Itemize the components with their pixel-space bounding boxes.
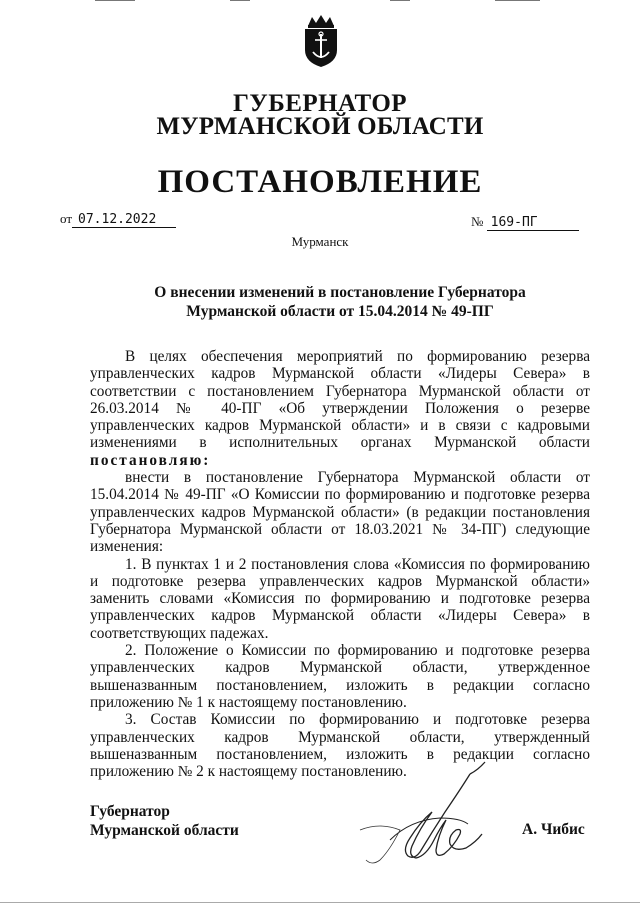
document-subject [0, 283, 640, 321]
date-field [60, 211, 176, 228]
authority-title-line1: ГУБЕРНАТОР [232, 90, 408, 117]
scan-mark-bottom [0, 902, 640, 903]
document-type-title: ПОСТАНОВЛЕНИЕ [157, 164, 483, 200]
signatory-position [90, 802, 239, 840]
paragraph-intro: внести в постановление Губернатора Мурманской области от 15.04.2014 № 49-ПГ «О Комиссии по формированию и подготовке резерва управленческих кадров Мурманской области» (в редакции постановления Губернатора Мурманской области от 18.03.2021 № 34-ПГ) следующие изменения: [90, 469, 590, 556]
handwritten-signature [350, 760, 490, 870]
document-body [90, 348, 590, 780]
date-prefix: от [60, 211, 73, 226]
preamble-text: В целях обеспечения мероприятий по формированию резерва управленческих кадров Мурманской области «Лидеры Севера» в соответствии с постановлением Губернатора Мурманской области от 26.03.2014 № 40-ПГ «Об утверждении Положения о резерве управленческих кадров Мурманской области» и в связи с кадровыми изменениями в исполнительных органах Мурманской области [90, 348, 590, 452]
city-name: Мурманск [291, 234, 349, 249]
position-line1: Губернатор [90, 803, 170, 820]
paragraph-item-2: 2. Положение о Комиссии по формированию и подготовке резерва управленческих кадров Мурманской области, утвержденное вышеназванным постановлением, изложить в редакции согласно приложению № 1 к настоящему постановлению. [90, 642, 590, 711]
paragraph-item-3: 3. Состав Комиссии по формированию и подготовке резерва управленческих кадров Мурманской области, утвержденный вышеназванным постановлением, изложить в редакции согласно приложению № 2 к настоящему постановлению. [90, 711, 590, 781]
scan-mark-top [390, 0, 410, 1]
document-date: 07.12.2022 [72, 213, 176, 228]
signatory-name: А. Чибис [522, 821, 585, 838]
position-line2: Мурманской области [90, 822, 239, 839]
scan-mark-top [95, 0, 135, 1]
authority-title-line2: МУРМАНСКОЙ ОБЛАСТИ [156, 113, 484, 140]
scan-mark-top [230, 0, 250, 1]
paragraph-preamble [90, 348, 590, 469]
decree-keyword: постановляю: [90, 451, 211, 469]
subject-line1: О внесении изменений в постановление Губернатора [154, 284, 526, 301]
coat-of-arms-icon [300, 14, 342, 68]
subject-line2: Мурманской области от 15.04.2014 № 49-ПГ [186, 303, 494, 320]
scan-mark-top [495, 0, 540, 1]
paragraph-item-1: 1. В пунктах 1 и 2 постановления слова «Комиссия по формированию и подготовке резерва управленческих кадров Мурманской области» заменить словами «Комиссия по формированию и подготовке резерва управленческих кадров Мурманской области «Лидеры Севера» в соответствующих падежах. [90, 555, 590, 642]
document-number: 169-ПГ [487, 216, 579, 231]
number-prefix: № [471, 214, 484, 229]
number-field [471, 214, 579, 231]
